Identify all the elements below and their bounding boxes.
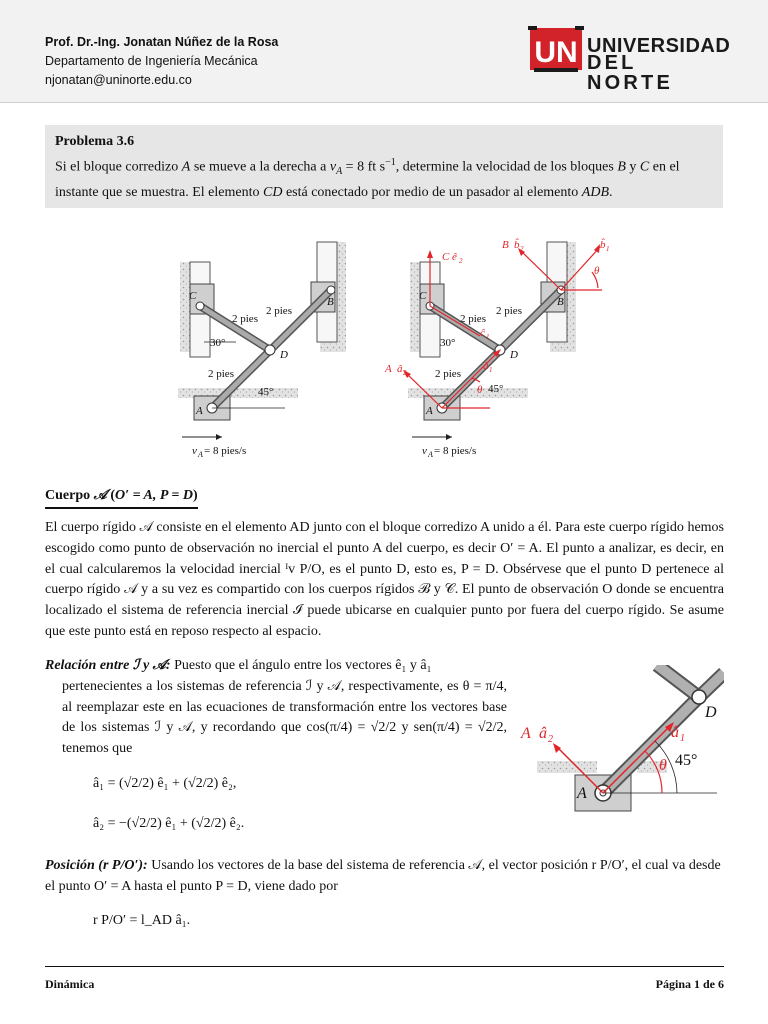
label-b1-sub: 1 (606, 245, 610, 253)
university-logo (528, 22, 731, 94)
author-name: Prof. Dr.-Ing. Jonatan Núñez de la Rosa (45, 35, 279, 49)
label-2pies-4: 2 pies (460, 313, 486, 325)
label-v-value-2: = 8 pies/s (434, 445, 477, 457)
section-heading: Cuerpo 𝒜 (O′ = A, P = D) (45, 488, 198, 509)
label-a-a2: A (385, 363, 392, 375)
label-a: A (196, 405, 203, 417)
detail-figure (517, 665, 724, 825)
equation-position: r P/O′ = l_AD â₁. (93, 913, 191, 928)
label-c-2: C (419, 290, 427, 302)
relation-text: pertenecientes a los sistemas de referencia ℐ y 𝒜, respectivamente, es θ = π/4, al reemplazar este en las ecuaciones de transformación entre los vectores base de los sistemas ℐ y 𝒜, y recordando que cos(π/4) = √2/2 y sen(π/4) = √2/2, tenemos que (62, 678, 507, 757)
label-c-e2: C (442, 251, 450, 263)
logo-word-2: DEL NORTE (587, 52, 673, 94)
detail-label-a2-sub: 2 (548, 734, 553, 745)
detail-label-theta: θ (659, 757, 667, 774)
pin-d (265, 345, 275, 355)
page-header (0, 0, 768, 103)
detail-label-a: A (577, 785, 587, 802)
detail-label-45: 45° (675, 752, 698, 769)
label-2pies-6: 2 pies (435, 368, 461, 380)
label-b1: b̂ (600, 239, 606, 251)
label-c1: ĉ (480, 327, 485, 339)
label-45deg-2: 45° (488, 383, 504, 395)
label-d: D (280, 349, 288, 361)
label-a2: â (397, 363, 403, 375)
equation-a1: â₁ = (√2/2) ê₁ + (√2/2) ê₂, (93, 776, 237, 791)
label-2pies-2: 2 pies (266, 305, 292, 317)
detail-label-a2: â (539, 725, 547, 742)
problem-statement: Si el bloque corredizo A se mueve a la derecha a $v_A = 8$ ft $s^{-1}$, determine la velocidad de los bloques B y C en el instante que se muestra. El elemento CD está conectado por medio de un pasador al elemento ADB. (55, 157, 680, 201)
label-b-2: B (557, 296, 564, 308)
label-v: v (192, 445, 197, 457)
label-c: C (189, 290, 197, 302)
position-text: Usando los vectores de la base del sistema de referencia 𝒜, el vector posición r P/O′, el cual va desde el punto O′ = A hasta el punto P = D, viene dado por (45, 858, 721, 894)
pin-b (327, 286, 335, 294)
label-e2-sub: 2 (459, 257, 463, 265)
logo-mark-icon (528, 22, 584, 78)
label-a2-sub: 2 (403, 369, 407, 377)
label-30deg: 30° (210, 337, 226, 349)
body-paragraph: El cuerpo rígido 𝒜 consiste en el elemento AD junto con el bloque corredizo A unido a él. Para este cuerpo rígido hemos escogido como punto de observación no inercial el punto A del cuerpo, es decir O′ = A. El punto a analizar, es decir, en el cual calcularemos la velocidad inercial ᴵv P/O, es el punto D, esto es, P = D. Obsérvese que el punto D pertenece al cuerpo rígido 𝒜 y a su vez es compartido con los cuerpos rígidos ℬ y 𝒞. El punto de observación O donde se encuentra localizado el sistema de referencia inercial ℐ puede ubicarse en cualquier punto por fuera del cuerpo rígido. Se asume que este punto está en reposo respecto al espacio. (45, 520, 724, 639)
relation-line1: Puesto que el ángulo entre los vectores ê₁ y â₁ (174, 658, 432, 673)
department: Departamento de Ingeniería Mecánica (45, 54, 258, 68)
detail-label-a1: â (671, 724, 679, 741)
relation-title: Relación entre ℐ y 𝒜: (45, 658, 171, 673)
label-v-sub-2: A (428, 450, 433, 459)
problem-title: Problema 3.6 (55, 134, 135, 149)
label-e2: ê (452, 251, 457, 263)
position-block (45, 856, 724, 898)
label-theta-a: θ (477, 384, 483, 396)
detail-label-a-a2: A (521, 725, 531, 742)
footer-course: Dinámica (45, 977, 95, 991)
author-email: njonatan@uninorte.edu.co (45, 73, 192, 87)
label-45deg: 45° (258, 386, 274, 398)
label-v-2: v (422, 445, 427, 457)
label-30deg-2: 30° (440, 337, 456, 349)
label-a-2: A (426, 405, 433, 417)
label-b2: b̂ (514, 239, 520, 251)
problem-box (45, 125, 723, 208)
equation-a2: â₂ = −(√2/2) ê₁ + (√2/2) ê₂. (93, 816, 245, 831)
pin-c (196, 302, 204, 310)
label-b-b2: B (502, 239, 509, 251)
mechanism-figure-right (380, 232, 620, 462)
label-2pies-5: 2 pies (496, 305, 522, 317)
relation-block (45, 656, 507, 760)
label-theta-b: θ (594, 265, 600, 277)
footer-divider (45, 966, 724, 967)
logo-mark-text: UN (534, 36, 578, 69)
label-2pies-1: 2 pies (232, 313, 258, 325)
footer-page: Página 1 de 6 (655, 977, 724, 991)
label-2pies-3: 2 pies (208, 368, 234, 380)
position-title: Posición (r P/O′): (45, 858, 148, 873)
label-c1-sub: 1 (486, 333, 490, 341)
logo-word-1: UNIVERSIDAD (587, 35, 731, 57)
label-v-sub: A (198, 450, 203, 459)
detail-label-d: D (705, 704, 717, 721)
label-a1-sub: 1 (489, 366, 493, 374)
label-a1: â (483, 360, 489, 372)
detail-label-a1-sub: 1 (680, 733, 685, 744)
label-b: B (327, 296, 334, 308)
author-block (45, 33, 278, 90)
mechanism-figure-left (170, 232, 360, 462)
label-v-value: = 8 pies/s (204, 445, 247, 457)
label-b2-sub: 2 (520, 245, 524, 253)
label-d-2: D (510, 349, 518, 361)
